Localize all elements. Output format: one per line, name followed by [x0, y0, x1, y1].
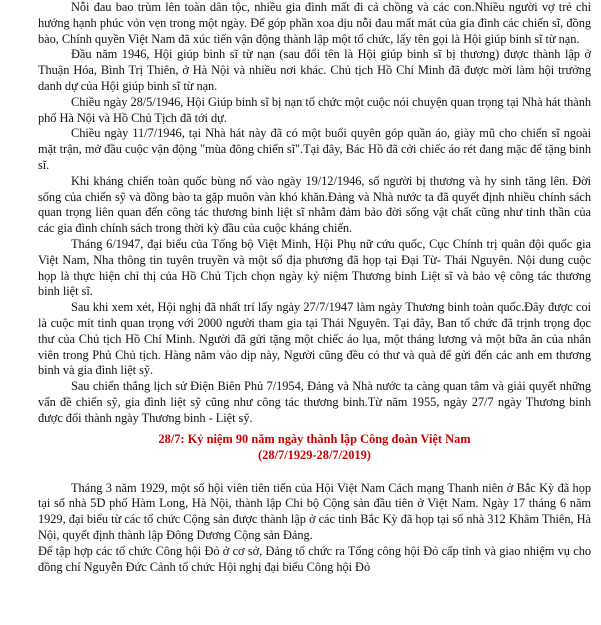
paragraph-10: Để tập hợp các tổ chức Công hội Đỏ ở cơ sở, Đảng tổ chức ra Tổng công hội Đỏ cấp tỉnh và giao nhiệm vụ cho đồng chí Nguyễn Đức Cảnh tổ chức Hội nghị đại biểu Công hội Đỏ	[38, 543, 591, 574]
paragraph-4: Chiều ngày 11/7/1946, tại Nhà hát này đã có một buổi quyên góp quần áo, giày mũ cho chiến sĩ ngoài mặt trận, mở đầu cuộc vận động "mùa đông chiến sĩ".Tại đây, Bác Hồ đã cởi chiếc áo rét đang mặc để tặng binh sĩ.	[38, 126, 591, 172]
spacer	[38, 463, 591, 481]
section-heading: 28/7: Kỷ niệm 90 năm ngày thành lập Công đoàn Việt Nam	[158, 431, 471, 446]
paragraph-2: Đầu năm 1946, Hội giúp binh sĩ từ nạn (sau đổi tên là Hội giúp binh sĩ bị thương) được thành lập ở Thuận Hóa, Bình Trị Thiên, ở Hà Nội và nhiều nơi khác. Chủ tịch Hồ Chí Minh đã được mời làm hội trưởng danh dự của Hội giúp binh sĩ từ nạn.	[38, 47, 591, 93]
section-heading-dates: (28/7/1929-28/7/2019)	[258, 447, 371, 462]
paragraph-7: Sau khi xem xét, Hội nghị đã nhất trí lấy ngày 27/7/1947 làm ngày Thương binh toàn quốc.Đây được coi là cuộc mít tinh quan trọng với 2000 người tham gia tại Thái Nguyên. Tại đây, Ban tổ chức đã trịnh trọng đọc thư của Chủ tịch Hồ Chí Minh. Người đã gửi tặng một chiếc áo lụa, một tháng lương và một bữa ăn của nhân viên trong Phủ Chủ tịch. Hàng năm vào dịp này, Người cũng đều có thư và quà để gửi đến các anh em thương binh và gia đình liệt sỹ.	[38, 300, 591, 378]
paragraph-3: Chiều ngày 28/5/1946, Hội Giúp binh sĩ bị nạn tổ chức một cuộc nói chuyện quan trọng tại Nhà hát thành phố Hà Nội và Hồ Chủ Tịch đã tới dự.	[38, 94, 591, 125]
paragraph-5: Khi kháng chiến toàn quốc bùng nổ vào ngày 19/12/1946, số người bị thương và hy sinh tăng lên. Đời sống của chiến sỹ và đồng bào ta gặp muôn vàn khó khăn.Đảng và Nhà nước ta đã quyết định nhiều chính sách quan trọng liên quan đến công tác thương binh liệt sĩ nhằm đảm bảo đời sống vật chất cũng như tinh thần của các gia đình chính sách trong thời kỳ đầu của cuộc kháng chiến.	[38, 173, 591, 236]
paragraph-6: Tháng 6/1947, đại biểu của Tổng bộ Việt Minh, Hội Phụ nữ cứu quốc, Cục Chính trị quân đội quốc gia Việt Nam, Nha thông tin tuyên truyền và một số địa phương đã họp tại Đại Từ- Thái Nguyên. Nội dung cuộc họp là thực hiện chỉ thị của Hồ Chủ Tịch chọn ngày kỷ niệm Thương binh Liệt sĩ và bảo vệ công tác thương binh liệt sĩ.	[38, 236, 591, 299]
paragraph-1: Nỗi đau bao trùm lên toàn dân tộc, nhiều gia đình mất đi cả chồng và các con.Nhiều người vợ trẻ chỉ hướng hạnh phúc vỏn vẹn trong một ngày. Để góp phần xoa dịu nỗi đau mất mát của gia đình các chiến sĩ, đồng bào, Chính quyền Việt Nam đã xúc tiến vận động thành lập một tổ chức, lấy tên gọi là Hội giúp binh sĩ từ nạn.	[38, 0, 591, 46]
paragraph-8: Sau chiến thắng lịch sử Điện Biên Phủ 7/1954, Đảng và Nhà nước ta càng quan tâm và giải quyết những vấn đề chiến sỹ, gia đình liệt sỹ cũng như công tác thương binh.Từ năm 1955, ngày 27/7 ngày Thương binh được đổi thành ngày Thương binh - Liệt sỹ.	[38, 379, 591, 425]
paragraph-9: Tháng 3 năm 1929, một số hội viên tiên tiến của Hội Việt Nam Cách mạng Thanh niên ở Bắc Kỳ đã họp tại số nhà 5D phố Hàm Long, Hà Nội, thành lập Chi bộ Cộng sản đầu tiên ở Việt Nam. Ngày 17 tháng 6 năm 1929, đại biểu từ các tổ chức Cộng sản được thành lập ở các tỉnh Bắc Kỳ đã họp tại số nhà 312 Khâm Thiên, Hà Nội, quyết định thành lập Đông Dương Cộng sản Đảng.	[38, 480, 591, 542]
